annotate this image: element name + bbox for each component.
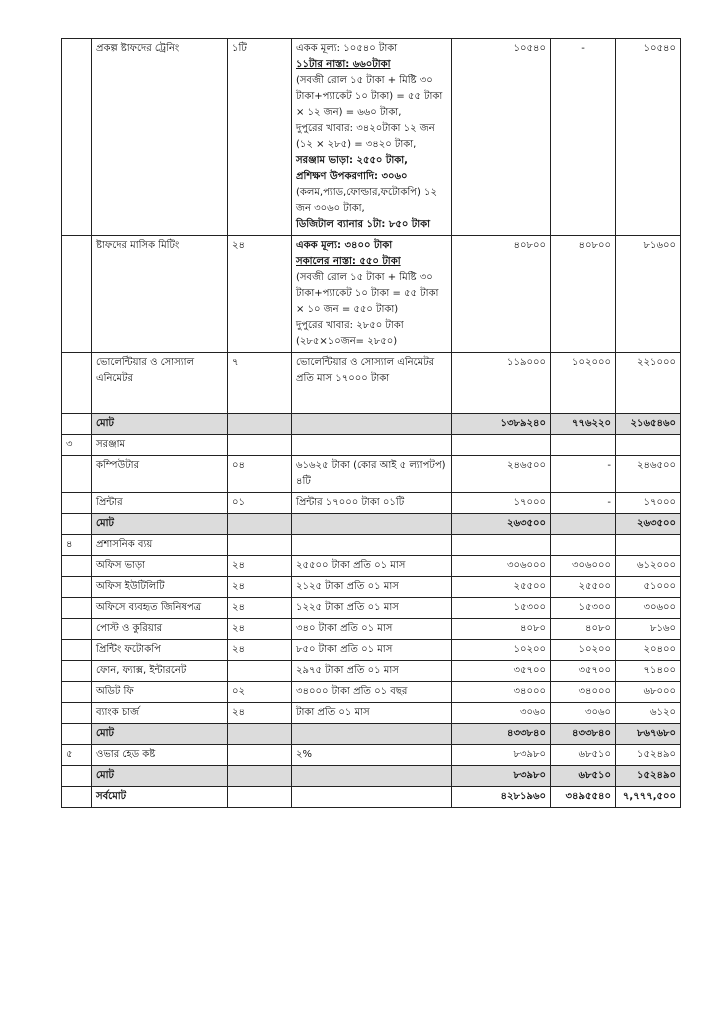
amount-col-b: - [551, 39, 616, 236]
amount-col-a: ৩০৬০ [452, 703, 551, 724]
table-row [62, 682, 681, 703]
total-label: মোট [92, 724, 228, 745]
amount-col-b: ৪০৮০ [551, 619, 616, 640]
item-name: অফিসে ব্যবহৃত জিনিষপত্র [92, 598, 228, 619]
item-qty: ২৪ [228, 703, 292, 724]
item-qty: ২৪ [228, 619, 292, 640]
amount-col-c: ২৪৬৫০০ [616, 456, 681, 493]
equipment-rent: সরঞ্জাম ভাড়া: ২৫৫০ টাকা, [296, 155, 408, 166]
table-row [62, 598, 681, 619]
amount-col-c: ২০৪০০ [616, 640, 681, 661]
item-description: ভোলেন্টিয়ার ও সোস্যাল এনিমেটর প্রতি মাস ১৭০০০ টাকা [292, 353, 452, 414]
item-qty: ২৪ [228, 556, 292, 577]
item-name: ষ্টাফদের মাসিক মিটিং [92, 236, 228, 353]
amount-col-a: ২৫৫০০ [452, 577, 551, 598]
table-row-meeting [62, 236, 681, 353]
total-label: মোট [92, 514, 228, 535]
amount-col-c: ৫১০০০ [616, 577, 681, 598]
amount-col-c: ৮১৬০০ [616, 236, 681, 353]
item-name: ওভার হেড কষ্ট [92, 745, 228, 766]
table-row-training [62, 39, 681, 236]
amount-col-a: ১৫৩০০ [452, 598, 551, 619]
total-col-b [551, 514, 616, 535]
grand-total-col-a: ৪২৮১৯৬০ [452, 787, 551, 808]
budget-table [61, 38, 681, 808]
table-row [62, 661, 681, 682]
item-description [292, 39, 452, 236]
lunch-cost: দুপুরের খাবার: ২৮৫০ টাকা (২৮৫×১০জন= ২৮৫০) [296, 320, 404, 347]
item-description: ২% [292, 745, 452, 766]
total-label: মোট [92, 414, 228, 435]
amount-col-b: ৪০৮০০ [551, 236, 616, 353]
amount-col-c: ৬১২০০০ [616, 556, 681, 577]
section-title: প্রশাসনিক ব্যয় [92, 535, 228, 556]
item-name: প্রিন্টার [92, 493, 228, 514]
item-name: অডিট ফি [92, 682, 228, 703]
item-description: ৩৪০০০ টাকা প্রতি ০১ বছর [292, 682, 452, 703]
total-label: মোট [92, 766, 228, 787]
snack-cost: ১১টার নাস্তা: ৬৬০টাকা [296, 59, 391, 70]
item-qty: ২৪ [228, 640, 292, 661]
item-description: ৬১৬২৫ টাকা (কোর আই ৫ ল্যাপটপ) ৪টি [292, 456, 452, 493]
amount-col-c: ৬৮০০০ [616, 682, 681, 703]
table-row [62, 493, 681, 514]
item-qty: ০২ [228, 682, 292, 703]
table-row [62, 556, 681, 577]
amount-col-a: ১০৫৪০ [452, 39, 551, 236]
item-name: প্রিন্টিং ফটোকপি [92, 640, 228, 661]
unit-cost: একক মূল্য: ১০৫৪০ টাকা [296, 43, 398, 54]
breakfast-detail: (সবজী রোল ১৫ টাকা + মিষ্টি ৩০ টাকা+প্যাকেট ১০ টাকা = ৫৫ টাকা × ১০ জন = ৫৫০ টাকা) [296, 272, 439, 315]
item-qty: ৭ [228, 353, 292, 414]
item-description: প্রিন্টার ১৭০০০ টাকা ০১টি [292, 493, 452, 514]
section-number: ৩ [62, 435, 92, 456]
section-title: সরঞ্জাম [92, 435, 228, 456]
amount-col-c: ১৫২৪৯০ [616, 745, 681, 766]
lunch-cost: দুপুরের খাবার: ৩৪২০টাকা ১২ জন (১২ × ২৮৫) = ৩৪২০ টাকা, [296, 123, 435, 150]
item-description: টাকা প্রতি ০১ মাস [292, 703, 452, 724]
item-name: ফোন, ফ্যাক্স, ইন্টারনেট [92, 661, 228, 682]
amount-col-b: ৬৮৫১০ [551, 745, 616, 766]
total-col-c: ৮৬৭৬৮০ [616, 724, 681, 745]
total-col-b: ৭৭৬২২০ [551, 414, 616, 435]
item-name: অফিস ভাড়া [92, 556, 228, 577]
table-row [62, 456, 681, 493]
item-qty: ০৪ [228, 456, 292, 493]
amount-col-b: - [551, 493, 616, 514]
amount-col-b: ৩৪০০০ [551, 682, 616, 703]
item-qty: ২৪ [228, 577, 292, 598]
total-col-b: ৬৮৫১০ [551, 766, 616, 787]
amount-col-a: ৩০৬০০০ [452, 556, 551, 577]
amount-col-a: ৮৩৯৮০ [452, 745, 551, 766]
item-name: ব্যাংক চার্জ [92, 703, 228, 724]
total-col-c: ২৬৩৫০০ [616, 514, 681, 535]
amount-col-b: ১০২০০০ [551, 353, 616, 414]
table-row [62, 703, 681, 724]
training-materials: প্রশিক্ষণ উপকরণাদি: ৩০৬০ [296, 171, 408, 182]
amount-col-b: ৩৫৭০০ [551, 661, 616, 682]
total-col-a: ১৩৮৯২৪০ [452, 414, 551, 435]
section-number: ৫ [62, 745, 92, 766]
amount-col-b: ১০২০০ [551, 640, 616, 661]
table-row-total [62, 414, 681, 435]
amount-col-c: ৮১৬০ [616, 619, 681, 640]
item-name: অফিস ইউটিলিটি [92, 577, 228, 598]
table-row-volunteer [62, 353, 681, 414]
amount-col-a: ৩৫৭০০ [452, 661, 551, 682]
breakfast-cost: সকালের নাস্তা: ৫৫০ টাকা [296, 256, 401, 267]
section-header-admin [62, 535, 681, 556]
amount-col-c: ৩০৬০০ [616, 598, 681, 619]
amount-col-c: ৭১৪০০ [616, 661, 681, 682]
amount-col-a: ১১৯০০০ [452, 353, 551, 414]
table-row [62, 640, 681, 661]
total-col-c: ১৫২৪৯০ [616, 766, 681, 787]
item-name: প্রকল্প ষ্টাফদের ট্রেনিং [92, 39, 228, 236]
item-description [292, 236, 452, 353]
total-col-a: ৮৩৯৮০ [452, 766, 551, 787]
table-row-overhead [62, 745, 681, 766]
item-qty: ০১ [228, 493, 292, 514]
amount-col-a: ২৪৬৫০০ [452, 456, 551, 493]
total-col-b: ৪৩৩৮৪০ [551, 724, 616, 745]
amount-col-c: ১০৫৪০ [616, 39, 681, 236]
amount-col-a: ৪০৮০০ [452, 236, 551, 353]
amount-col-a: ১০২০০ [452, 640, 551, 661]
amount-col-c: ১৭০০০ [616, 493, 681, 514]
grand-total-col-b: ৩৪৯৫৫৪০ [551, 787, 616, 808]
amount-col-a: ৪০৮০ [452, 619, 551, 640]
amount-col-b: ১৫৩০০ [551, 598, 616, 619]
item-qty [228, 661, 292, 682]
total-col-a: ৪৩৩৮৪০ [452, 724, 551, 745]
materials-detail: (কলম,প্যাড,ফোল্ডার,ফটোকপি) ১২ জন ৩০৬০ টাকা, [296, 187, 438, 214]
item-name: ভোলেন্টিয়ার ও সোস্যাল এনিমেটর [92, 353, 228, 414]
table-row-total [62, 724, 681, 745]
section-number: ৪ [62, 535, 92, 556]
amount-col-b: ৩০৬০০০ [551, 556, 616, 577]
amount-col-a: ৩৪০০০ [452, 682, 551, 703]
amount-col-a: ১৭০০০ [452, 493, 551, 514]
amount-col-c: ২২১০০০ [616, 353, 681, 414]
item-qty: ২৪ [228, 598, 292, 619]
section-header-equipment [62, 435, 681, 456]
amount-col-c: ৬১২০ [616, 703, 681, 724]
amount-col-b: ৩০৬০ [551, 703, 616, 724]
item-description: ২১২৫ টাকা প্রতি ০১ মাস [292, 577, 452, 598]
table-row [62, 577, 681, 598]
amount-col-b: - [551, 456, 616, 493]
item-description: ৩৪০ টাকা প্রতি ০১ মাস [292, 619, 452, 640]
total-col-c: ২১৬৫৪৬০ [616, 414, 681, 435]
item-name: পোস্ট ও কুরিয়ার [92, 619, 228, 640]
banner-cost: ডিজিটাল ব্যানার ১টা: ৮৫০ টাকা [296, 219, 431, 230]
amount-col-b: ২৫৫০০ [551, 577, 616, 598]
item-description: ৮৫০ টাকা প্রতি ০১ মাস [292, 640, 452, 661]
unit-cost: একক মূল্য: ৩৪০০ টাকা [296, 240, 393, 251]
item-description: ২৫৫০০ টাকা প্রতি ০১ মাস [292, 556, 452, 577]
item-description: ২৯৭৫ টাকা প্রতি ০১ মাস [292, 661, 452, 682]
item-qty: ১টি [228, 39, 292, 236]
table-row-total [62, 766, 681, 787]
grand-total-label: সর্বমোট [92, 787, 228, 808]
table-row-grand-total [62, 787, 681, 808]
item-qty: ২৪ [228, 236, 292, 353]
item-description: ১২২৫ টাকা প্রতি ০১ মাস [292, 598, 452, 619]
grand-total-col-c: ৭,৭৭৭,৫০০ [616, 787, 681, 808]
item-name: কম্পিউটার [92, 456, 228, 493]
table-row-total [62, 514, 681, 535]
snack-detail: (সবজী রোল ১৫ টাকা + মিষ্টি ৩০ টাকা+প্যাকেট ১০ টাকা) = ৫৫ টাকা × ১২ জন) = ৬৬০ টাকা, [296, 75, 443, 118]
total-col-a: ২৬৩৫০০ [452, 514, 551, 535]
table-row [62, 619, 681, 640]
